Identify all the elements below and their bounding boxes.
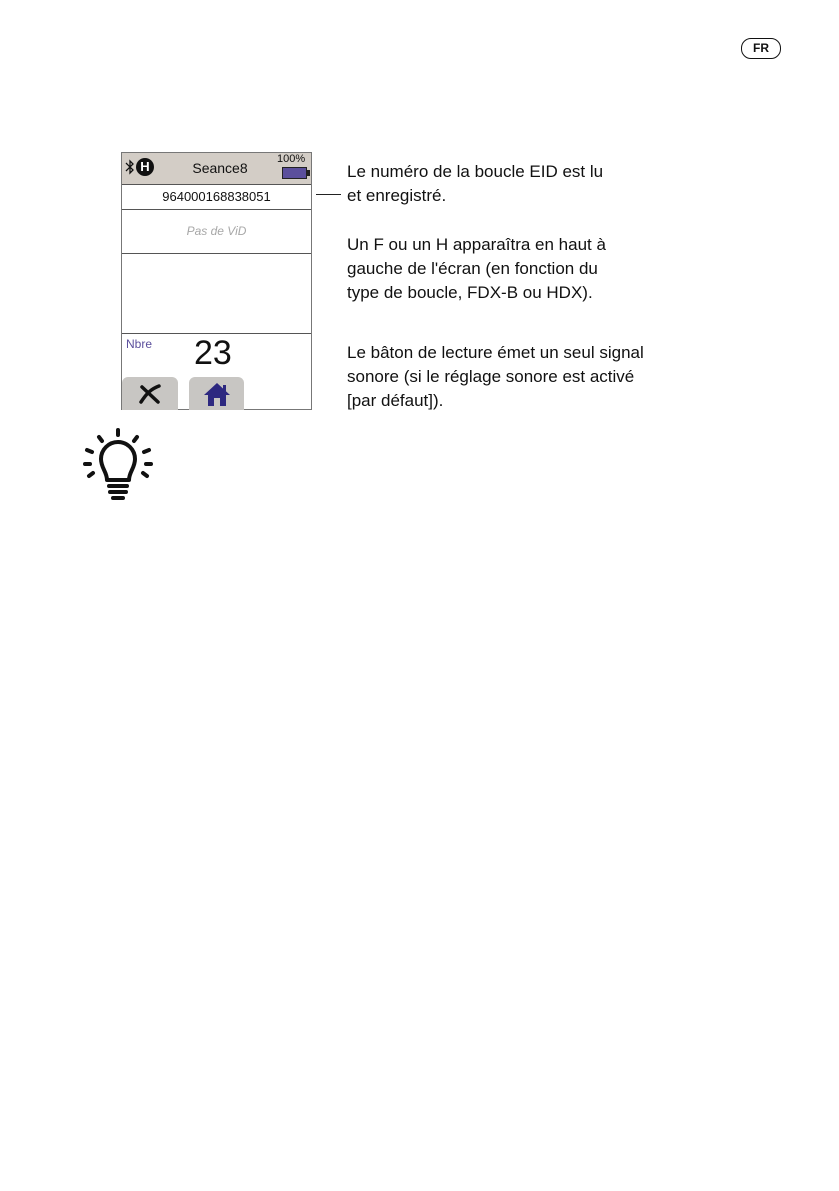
battery-tip: [307, 170, 310, 176]
eid-number: 964000168838051: [122, 185, 311, 210]
empty-display-area: [122, 255, 311, 334]
device-header: [122, 153, 311, 185]
callout-type-line3: type de boucle, FDX-B ou HDX).: [347, 283, 593, 302]
session-name: Seance8: [192, 160, 248, 176]
callout-type-line2: gauche de l'écran (en fonction du: [347, 259, 598, 278]
callout-tag-type: [347, 233, 707, 305]
tag-type-indicator: H: [136, 158, 154, 176]
callout-leader-line: [316, 194, 341, 195]
device-screen: [121, 152, 312, 410]
callout-beep-line1: Le bâton de lecture émet un seul signal: [347, 343, 644, 362]
home-button[interactable]: [189, 377, 244, 410]
cancel-button[interactable]: [122, 377, 178, 410]
bluetooth-icon: [125, 159, 135, 175]
lightbulb-icon: [83, 428, 153, 508]
callout-eid-line1: Le numéro de la boucle EID est lu: [347, 162, 604, 181]
callout-eid: [347, 160, 707, 208]
count-value: 23: [194, 334, 232, 372]
battery-percent: 100%: [277, 153, 306, 165]
language-badge: FR: [741, 38, 781, 59]
callout-beep-line2: sonore (si le réglage sonore est activé: [347, 367, 635, 386]
callout-beep: [347, 341, 707, 413]
cancel-x-icon: [137, 383, 163, 405]
count-label: Nbre: [126, 337, 153, 351]
callout-type-line1: Un F ou un H apparaîtra en haut à: [347, 235, 606, 254]
vid-text: Pas de ViD: [122, 210, 311, 254]
home-icon: [203, 381, 231, 407]
callout-beep-line3: [par défaut]).: [347, 391, 444, 410]
callout-eid-line2: et enregistré.: [347, 186, 447, 205]
battery-icon: [282, 167, 307, 179]
